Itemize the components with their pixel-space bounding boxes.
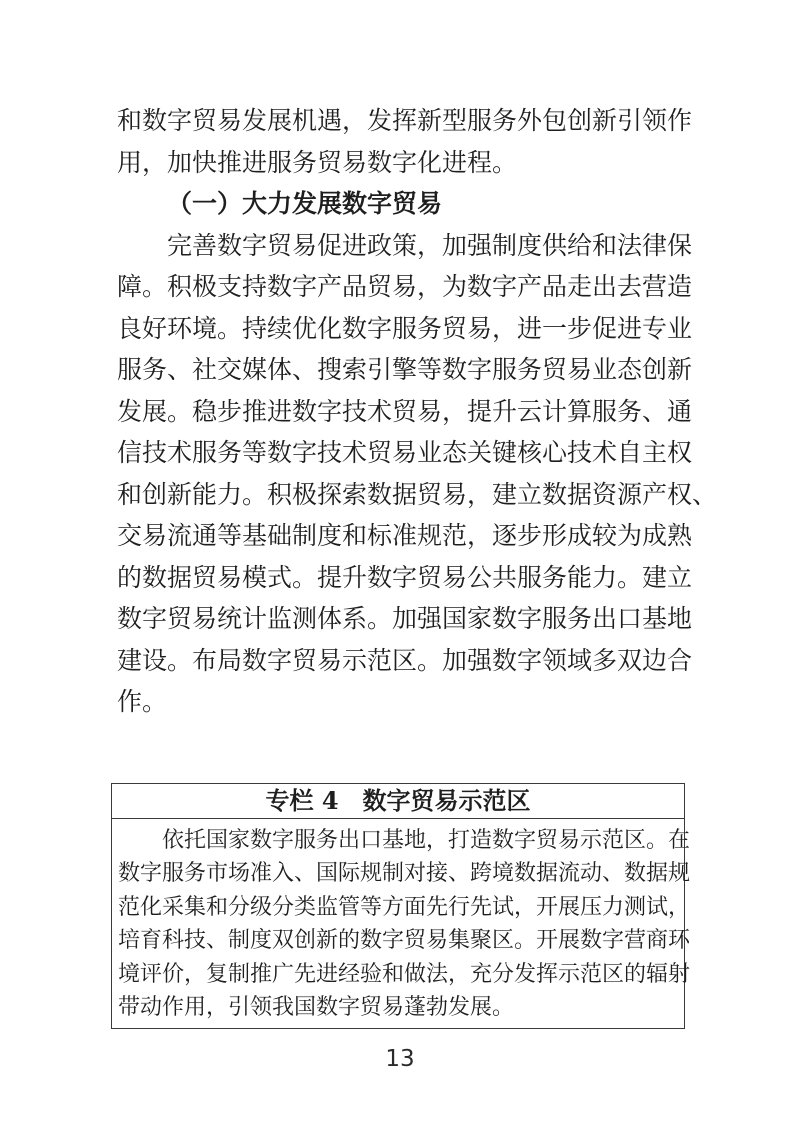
text-line: 和数字贸易发展机遇，发挥新型服务外包创新引领作 — [117, 106, 693, 135]
section-heading: （一）大力发展数字贸易 — [167, 189, 443, 218]
text-line: 培育科技、制度双创新的数字贸易集聚区。开展数字营商环 — [118, 928, 691, 954]
text-line: 和创新能力。积极探索数据贸易，建立数据资源产权、 — [117, 479, 718, 509]
text-line: 障。积极支持数字产品贸易，为数字产品走出去营造 — [117, 272, 693, 301]
text-line: 带动作用，引领我国数字贸易蓬勃发展。 — [118, 995, 515, 1021]
text-line: 的数据贸易模式。提升数字贸易公共服务能力。建立 — [117, 562, 693, 592]
text-line: 交易流通等基础制度和标准规范，逐步形成较为成熟 — [117, 521, 693, 550]
text-line: 用，加快推进服务贸易数字化进程。 — [117, 147, 518, 177]
main-text-block — [117, 100, 718, 723]
box-body — [112, 819, 691, 1028]
sidebar-box-digital-trade-zone — [111, 783, 691, 1029]
text-line: 境评价，复制推广先进经验和做法，充分发挥示范区的辐射 — [118, 961, 691, 987]
text-line: 发展。稳步推进数字技术贸易，提升云计算服务、通 — [117, 396, 693, 426]
text-line: 建设。布局数字贸易示范区。加强数字领域多双边合 — [117, 645, 693, 675]
text-line: 信技术服务等数字技术贸易业态关键核心技术自主权 — [117, 438, 693, 467]
text-line: 良好环境。持续优化数字服务贸易，进一步促进专业 — [117, 313, 693, 343]
text-line: 依托国家数字服务出口基地，打造数字贸易示范区。在 — [162, 828, 691, 853]
continuation-paragraph — [117, 100, 693, 183]
body-paragraph — [117, 225, 718, 723]
text-line: 服务、社交媒体、搜索引擎等数字服务贸易业态创新 — [117, 355, 693, 384]
text-line: 数字服务市场准入、国际规制对接、跨境数据流动、数据规 — [118, 861, 691, 887]
text-line: 作。 — [117, 687, 168, 716]
box-title: 专栏 4 数字贸易示范区 — [112, 784, 684, 819]
page-number: 13 — [385, 1046, 415, 1072]
text-line: 完善数字贸易促进政策，加强制度供给和法律保 — [167, 230, 693, 260]
text-line: 数字贸易统计监测体系。加强国家数字服务出口基地 — [117, 604, 693, 633]
text-line: 范化采集和分级分类监管等方面先行先试，开展压力测试， — [118, 894, 691, 920]
